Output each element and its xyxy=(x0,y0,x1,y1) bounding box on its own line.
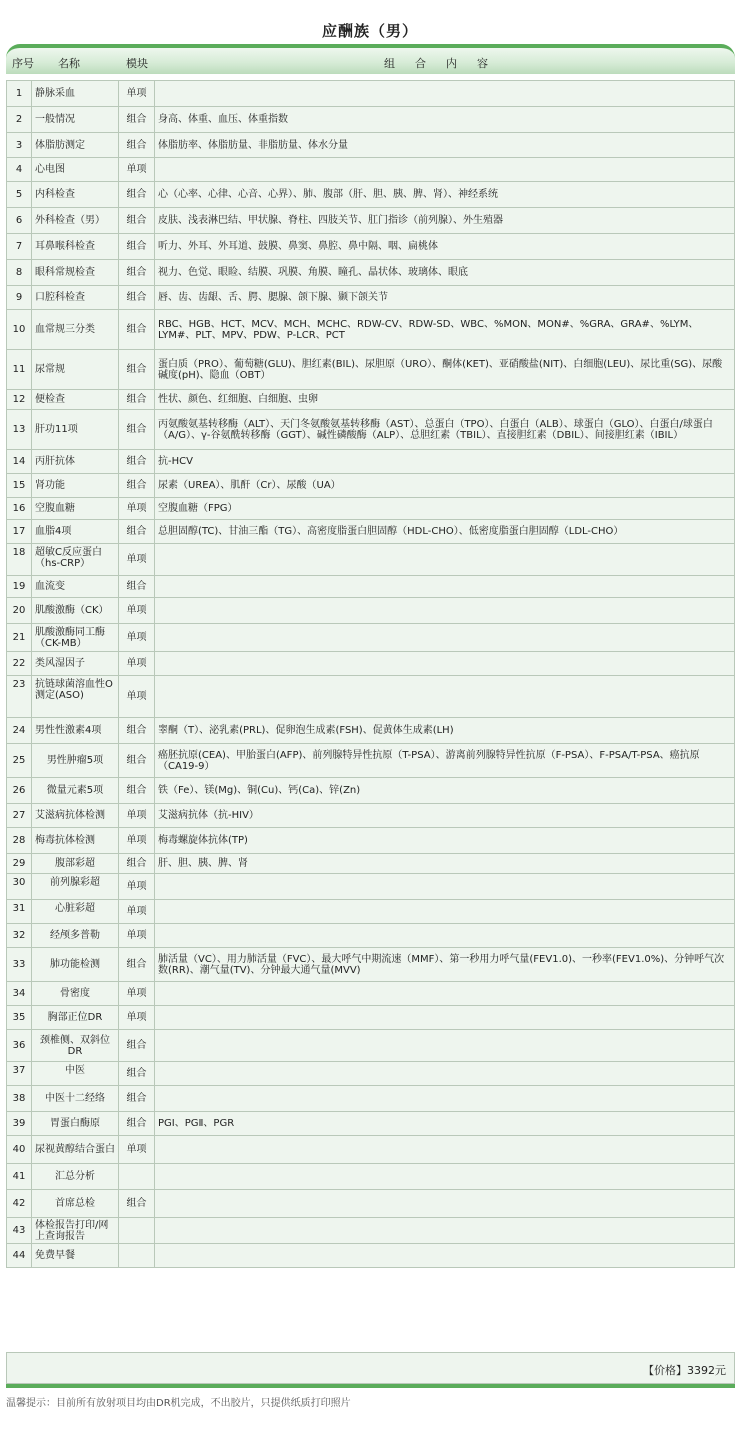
table-row xyxy=(7,854,735,874)
row-content xyxy=(155,1136,735,1164)
row-number: 14 xyxy=(7,450,32,474)
row-name: 肝功11项 xyxy=(32,410,119,450)
row-module xyxy=(119,1244,155,1268)
table-row xyxy=(7,874,735,900)
row-content: PGⅠ、PGⅡ、PGR xyxy=(155,1112,735,1136)
table-row xyxy=(7,1136,735,1164)
table-row xyxy=(7,1112,735,1136)
table-row xyxy=(7,1190,735,1218)
table-row xyxy=(7,676,735,718)
row-name: 心脏彩超 xyxy=(32,900,119,924)
row-content: 睾酮（T）、泌乳素(PRL)、促卵泡生成素(FSH)、促黄体生成素(LH) xyxy=(155,718,735,744)
row-content xyxy=(155,652,735,676)
table-row xyxy=(7,718,735,744)
row-content xyxy=(155,81,735,107)
table-row xyxy=(7,900,735,924)
row-name: 血流变 xyxy=(32,576,119,598)
row-name: 汇总分析 xyxy=(32,1164,119,1190)
table-row xyxy=(7,81,735,107)
row-name: 丙肝抗体 xyxy=(32,450,119,474)
footer-note: 温馨提示：目前所有放射项目均由DR机完成，不出胶片，只提供纸质打印照片 xyxy=(6,1398,351,1409)
row-content: 总胆固醇(TC)、甘油三酯（TG）、高密度脂蛋白胆固醇（HDL-CHO）、低密度脂蛋白胆固醇（LDL-CHO） xyxy=(155,520,735,544)
row-content xyxy=(155,676,735,718)
row-module: 组合 xyxy=(119,474,155,498)
row-module: 单项 xyxy=(119,900,155,924)
row-number: 43 xyxy=(7,1218,32,1244)
price-row xyxy=(6,1352,735,1384)
row-name: 中医 xyxy=(32,1062,119,1086)
row-number: 41 xyxy=(7,1164,32,1190)
row-module: 单项 xyxy=(119,804,155,828)
row-number: 16 xyxy=(7,498,32,520)
row-name: 耳鼻喉科检查 xyxy=(32,234,119,260)
row-number: 27 xyxy=(7,804,32,828)
row-name: 体检报告打印/网上查询报告 xyxy=(32,1218,119,1244)
row-number: 5 xyxy=(7,182,32,208)
table-row xyxy=(7,744,735,778)
row-module: 组合 xyxy=(119,107,155,133)
row-number: 20 xyxy=(7,598,32,624)
row-module: 单项 xyxy=(119,81,155,107)
row-number: 24 xyxy=(7,718,32,744)
row-module: 单项 xyxy=(119,498,155,520)
row-content xyxy=(155,544,735,576)
row-module: 单项 xyxy=(119,1006,155,1030)
table-row xyxy=(7,624,735,652)
row-module: 组合 xyxy=(119,744,155,778)
row-content xyxy=(155,1190,735,1218)
table-row xyxy=(7,1218,735,1244)
row-content xyxy=(155,598,735,624)
row-content: 身高、体重、血压、体重指数 xyxy=(155,107,735,133)
row-name: 肌酸激酶同工酶（CK-MB） xyxy=(32,624,119,652)
table-row xyxy=(7,107,735,133)
row-number: 22 xyxy=(7,652,32,676)
row-content xyxy=(155,1164,735,1190)
row-name: 经颅多普勒 xyxy=(32,924,119,948)
table-row xyxy=(7,576,735,598)
row-content: 铁（Fe）、镁(Mg)、铜(Cu)、钙(Ca)、锌(Zn) xyxy=(155,778,735,804)
table-row xyxy=(7,544,735,576)
row-name: 骨密度 xyxy=(32,982,119,1006)
row-content xyxy=(155,924,735,948)
row-content xyxy=(155,1218,735,1244)
row-number: 30 xyxy=(7,874,32,900)
row-number: 25 xyxy=(7,744,32,778)
row-number: 21 xyxy=(7,624,32,652)
row-content: 肝、胆、胰、脾、肾 xyxy=(155,854,735,874)
row-name: 静脉采血 xyxy=(32,81,119,107)
row-module: 组合 xyxy=(119,576,155,598)
row-module: 单项 xyxy=(119,598,155,624)
table-row xyxy=(7,948,735,982)
row-number: 11 xyxy=(7,350,32,390)
row-name: 心电图 xyxy=(32,158,119,182)
row-name: 血脂4项 xyxy=(32,520,119,544)
row-module: 组合 xyxy=(119,410,155,450)
row-module: 组合 xyxy=(119,520,155,544)
table-row xyxy=(7,1062,735,1086)
table-row xyxy=(7,474,735,498)
row-content: 梅毒螺旋体抗体(TP) xyxy=(155,828,735,854)
row-content: 蛋白质（PRO）、葡萄糖(GLU)、胆红素(BIL)、尿胆原（URO）、酮体(KET)、亚硝酸盐(NIT)、白细胞(LEU)、尿比重(SG)、尿酸碱度(pH)、隐血（OBT） xyxy=(155,350,735,390)
header-seq: 序号 xyxy=(12,57,34,70)
row-content xyxy=(155,874,735,900)
row-content: 皮肤、浅表淋巴结、甲状腺、脊柱、四肢关节、肛门指诊（前列腺）、外生殖器 xyxy=(155,208,735,234)
row-content: 唇、齿、齿龈、舌、腭、腮腺、颌下腺、颞下颌关节 xyxy=(155,286,735,310)
row-module: 组合 xyxy=(119,208,155,234)
row-name: 前列腺彩超 xyxy=(32,874,119,900)
row-module: 组合 xyxy=(119,390,155,410)
row-name: 内科检查 xyxy=(32,182,119,208)
row-number: 23 xyxy=(7,676,32,718)
row-number: 39 xyxy=(7,1112,32,1136)
row-module: 组合 xyxy=(119,854,155,874)
table-row xyxy=(7,1164,735,1190)
row-module: 单项 xyxy=(119,982,155,1006)
table-row xyxy=(7,158,735,182)
row-number: 18 xyxy=(7,544,32,576)
row-number: 38 xyxy=(7,1086,32,1112)
row-module: 组合 xyxy=(119,182,155,208)
table-row xyxy=(7,1244,735,1268)
row-module: 组合 xyxy=(119,718,155,744)
row-module: 组合 xyxy=(119,1086,155,1112)
row-content xyxy=(155,1086,735,1112)
row-module: 单项 xyxy=(119,158,155,182)
row-content xyxy=(155,1006,735,1030)
table-header xyxy=(6,44,735,74)
row-number: 15 xyxy=(7,474,32,498)
row-module: 单项 xyxy=(119,652,155,676)
table-row xyxy=(7,652,735,676)
table-row xyxy=(7,286,735,310)
row-content xyxy=(155,1030,735,1062)
row-content xyxy=(155,158,735,182)
row-name: 尿常规 xyxy=(32,350,119,390)
row-module: 单项 xyxy=(119,874,155,900)
row-number: 28 xyxy=(7,828,32,854)
row-number: 3 xyxy=(7,133,32,158)
row-content xyxy=(155,624,735,652)
row-name: 胃蛋白酶原 xyxy=(32,1112,119,1136)
row-name: 中医十二经络 xyxy=(32,1086,119,1112)
table-row xyxy=(7,1030,735,1062)
row-content: 心（心率、心律、心音、心界）、肺、腹部（肝、胆、胰、脾、肾）、神经系统 xyxy=(155,182,735,208)
row-number: 35 xyxy=(7,1006,32,1030)
table-row xyxy=(7,410,735,450)
row-content: 性状、颜色、红细胞、白细胞、虫卵 xyxy=(155,390,735,410)
row-number: 36 xyxy=(7,1030,32,1062)
row-module: 单项 xyxy=(119,676,155,718)
row-module: 组合 xyxy=(119,133,155,158)
row-number: 4 xyxy=(7,158,32,182)
row-number: 8 xyxy=(7,260,32,286)
table-row xyxy=(7,208,735,234)
header-name: 名称 xyxy=(58,57,80,70)
table-row xyxy=(7,133,735,158)
table-row xyxy=(7,804,735,828)
row-name: 胸部正位DR xyxy=(32,1006,119,1030)
row-module: 单项 xyxy=(119,624,155,652)
row-content: 体脂肪率、体脂肪量、非脂肪量、体水分量 xyxy=(155,133,735,158)
row-name: 首席总检 xyxy=(32,1190,119,1218)
row-name: 肺功能检测 xyxy=(32,948,119,982)
row-number: 19 xyxy=(7,576,32,598)
bottom-divider xyxy=(6,1384,735,1388)
row-module: 组合 xyxy=(119,286,155,310)
row-module xyxy=(119,1164,155,1190)
table-row xyxy=(7,350,735,390)
row-content: 艾滋病抗体（抗-HIV） xyxy=(155,804,735,828)
row-module: 组合 xyxy=(119,1062,155,1086)
row-module: 单项 xyxy=(119,828,155,854)
row-content: 抗-HCV xyxy=(155,450,735,474)
row-content xyxy=(155,982,735,1006)
row-content xyxy=(155,900,735,924)
row-name: 眼科常规检查 xyxy=(32,260,119,286)
row-name: 梅毒抗体检测 xyxy=(32,828,119,854)
page-title: 应酬族（男） xyxy=(321,22,418,40)
row-number: 17 xyxy=(7,520,32,544)
row-module: 组合 xyxy=(119,310,155,350)
row-number: 32 xyxy=(7,924,32,948)
row-module: 组合 xyxy=(119,948,155,982)
row-name: 肌酸激酶（CK） xyxy=(32,598,119,624)
row-number: 13 xyxy=(7,410,32,450)
row-module: 组合 xyxy=(119,778,155,804)
row-module: 组合 xyxy=(119,234,155,260)
row-name: 男性性激素4项 xyxy=(32,718,119,744)
table-row xyxy=(7,778,735,804)
row-number: 2 xyxy=(7,107,32,133)
row-number: 37 xyxy=(7,1062,32,1086)
row-name: 肾功能 xyxy=(32,474,119,498)
row-name: 颈椎侧、双斜位DR xyxy=(32,1030,119,1062)
row-content: 尿素（UREA）、肌酐（Cr）、尿酸（UA） xyxy=(155,474,735,498)
row-module: 组合 xyxy=(119,1030,155,1062)
row-name: 免费早餐 xyxy=(32,1244,119,1268)
exam-table xyxy=(6,80,735,1268)
row-number: 10 xyxy=(7,310,32,350)
table-row xyxy=(7,1086,735,1112)
row-name: 体脂肪测定 xyxy=(32,133,119,158)
table-row xyxy=(7,498,735,520)
row-number: 7 xyxy=(7,234,32,260)
row-module: 组合 xyxy=(119,1190,155,1218)
row-name: 艾滋病抗体检测 xyxy=(32,804,119,828)
row-name: 一般情况 xyxy=(32,107,119,133)
row-content: 视力、色觉、眼睑、结膜、巩膜、角膜、瞳孔、晶状体、玻璃体、眼底 xyxy=(155,260,735,286)
table-row xyxy=(7,182,735,208)
row-content: 听力、外耳、外耳道、鼓膜、鼻窦、鼻腔、鼻中隔、咽、扁桃体 xyxy=(155,234,735,260)
row-number: 33 xyxy=(7,948,32,982)
price-label: 【价格】3392元 xyxy=(643,1364,726,1377)
row-content xyxy=(155,1062,735,1086)
row-module: 组合 xyxy=(119,260,155,286)
row-number: 26 xyxy=(7,778,32,804)
table-row xyxy=(7,234,735,260)
row-module: 单项 xyxy=(119,924,155,948)
row-name: 便检查 xyxy=(32,390,119,410)
row-content: 空腹血糖（FPG） xyxy=(155,498,735,520)
row-number: 6 xyxy=(7,208,32,234)
row-module: 组合 xyxy=(119,350,155,390)
row-number: 29 xyxy=(7,854,32,874)
row-name: 空腹血糖 xyxy=(32,498,119,520)
row-number: 31 xyxy=(7,900,32,924)
row-name: 抗链球菌溶血性O测定(ASO) xyxy=(32,676,119,718)
row-name: 腹部彩超 xyxy=(32,854,119,874)
row-module: 单项 xyxy=(119,1136,155,1164)
table-row xyxy=(7,520,735,544)
row-name: 口腔科检查 xyxy=(32,286,119,310)
table-row xyxy=(7,598,735,624)
row-module xyxy=(119,1218,155,1244)
row-name: 外科检查（男） xyxy=(32,208,119,234)
row-content: 癌胚抗原(CEA)、甲胎蛋白(AFP)、前列腺特异性抗原（T-PSA）、游离前列腺特异性抗原（F-PSA）、F-PSA/T-PSA、癌抗原（CA19-9） xyxy=(155,744,735,778)
table-row xyxy=(7,390,735,410)
row-number: 1 xyxy=(7,81,32,107)
row-module: 单项 xyxy=(119,544,155,576)
table-row xyxy=(7,450,735,474)
row-content: 肺活量（VC）、用力肺活量（FVC）、最大呼气中期流速（MMF）、第一秒用力呼气量(FEV1.0)、一秒率(FEV1.0%)、分钟呼气次数(RR)、潮气量(TV)、分钟最大通气量(MVV) xyxy=(155,948,735,982)
row-number: 12 xyxy=(7,390,32,410)
table-row xyxy=(7,924,735,948)
row-number: 42 xyxy=(7,1190,32,1218)
table-row xyxy=(7,982,735,1006)
row-name: 微量元素5项 xyxy=(32,778,119,804)
row-name: 男性肿瘤5项 xyxy=(32,744,119,778)
table-row xyxy=(7,1006,735,1030)
row-content: 丙氨酸氨基转移酶（ALT）、天门冬氨酸氨基转移酶（AST）、总蛋白（TPO）、白蛋白（ALB）、球蛋白（GLO）、白蛋白/球蛋白（A/G）、γ-谷氨酰转移酶（GGT）、碱性磷酸酶（ALP）、总胆红素（TBIL）、直接胆红素（DBIL）、间接胆红素（IBIL） xyxy=(155,410,735,450)
row-content xyxy=(155,1244,735,1268)
header-content: 组合内容 xyxy=(384,57,508,70)
table-row xyxy=(7,310,735,350)
row-name: 类风湿因子 xyxy=(32,652,119,676)
row-number: 34 xyxy=(7,982,32,1006)
row-name: 超敏C反应蛋白（hs-CRP） xyxy=(32,544,119,576)
table-row xyxy=(7,828,735,854)
row-name: 血常规三分类 xyxy=(32,310,119,350)
row-number: 40 xyxy=(7,1136,32,1164)
row-content: RBC、HGB、HCT、MCV、MCH、MCHC、RDW-CV、RDW-SD、WBC、%MON、MON#、%GRA、GRA#、%LYM、LYM#、PLT、MPV、PDW、P-LCR、PCT xyxy=(155,310,735,350)
row-module: 组合 xyxy=(119,1112,155,1136)
header-module: 模块 xyxy=(126,57,148,70)
row-module: 组合 xyxy=(119,450,155,474)
row-name: 尿视黄醇结合蛋白 xyxy=(32,1136,119,1164)
row-content xyxy=(155,576,735,598)
table-row xyxy=(7,260,735,286)
row-number: 9 xyxy=(7,286,32,310)
row-number: 44 xyxy=(7,1244,32,1268)
